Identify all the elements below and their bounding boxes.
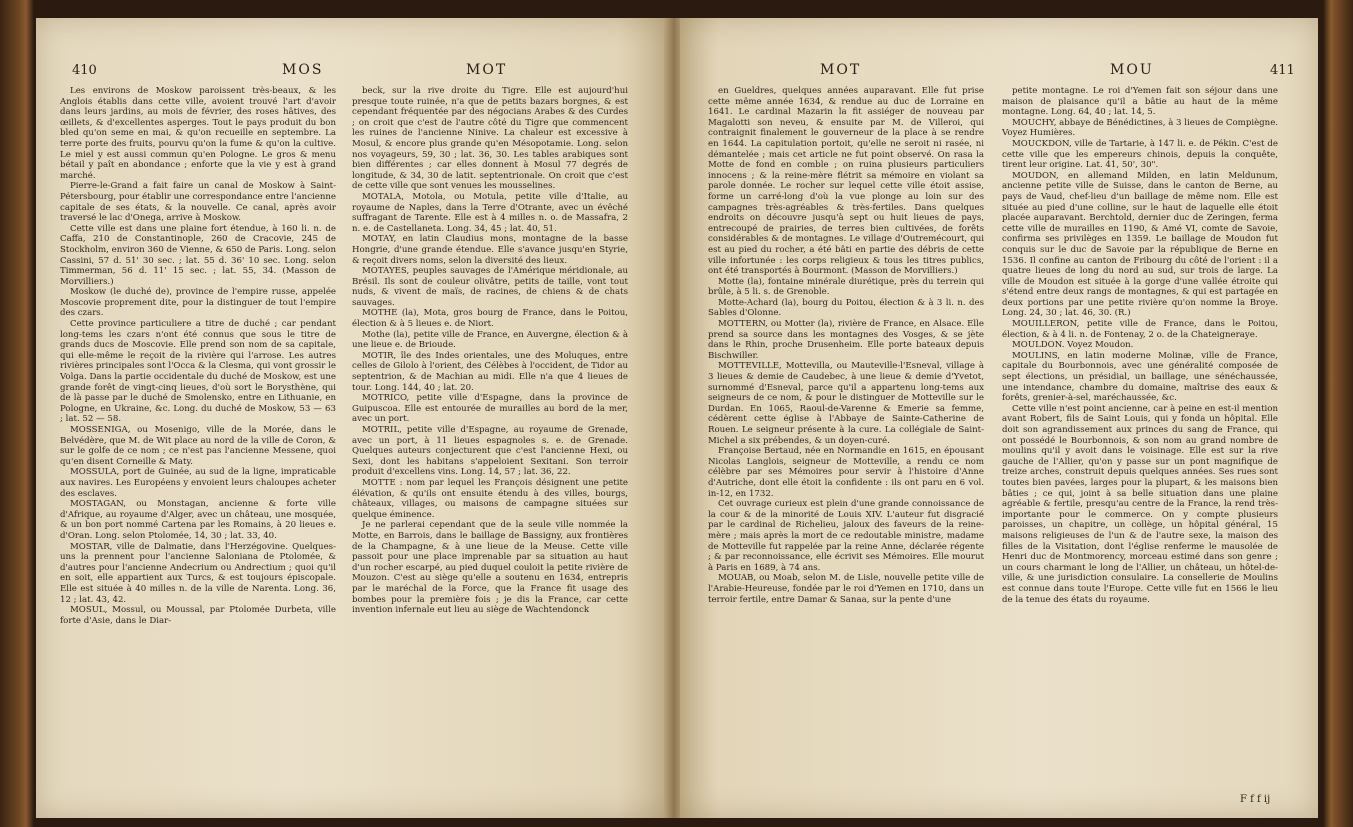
paragraph: MOUILLERON, petite ville de France, dans le Poitou, élection, & à 4 li. n. de Fontenay, 2 o. de la Chateigneraye.	[1002, 319, 1278, 340]
left-page	[36, 18, 668, 818]
page-signature: F f f ij	[1240, 794, 1271, 805]
right-running-head-right: MOU	[1110, 62, 1154, 78]
paragraph: MOUCKDON, ville de Tartarie, à 147 li. e. de Pékin. C'est de cette ville que les empereurs chinois, depuis la conquête, tirent leur origine. Lat. 41, 50', 30".	[1002, 138, 1278, 171]
paragraph: MOUAB, ou Moab, selon M. de Lisle, nouvelle petite ville de l'Arabie-Heureuse, fondée par le roi d'Yemen en 1710, dans un terroir fertile, entre Damar & Sanaa, sur la pente d'une	[708, 573, 984, 605]
paragraph: Motte (la), fontaine minérale diurétique, près du terrein qui brûle, à 5 li. s. de Grenoble.	[708, 276, 984, 298]
paragraph: MOUCHY, abbaye de Bénédictines, à 3 lieues de Compiègne. Voyez Humières.	[1002, 117, 1279, 139]
paragraph: MOTTE : nom par lequel les François désignent une petite élévation, & qu'ils ont ensuite étendu à des villes, bourgs, châteaux, villages, ou maisons de campagne situées sur quelque éminence.	[352, 477, 628, 520]
left-column-2	[352, 86, 628, 616]
paragraph: MOSUL, Mossul, ou Moussal, par Ptolomée Durbeta, ville forte d'Asie, dans le Diar-	[60, 605, 336, 626]
paragraph: MOTIR, île des Indes orientales, une des Moluques, entre celles de Gilolo à l'orient, des Célèbes à l'occident, de Tidor au septentrion, & de Machian au midi. Elle n'a que 4 lieues de tour. Long. 144, 40 ; lat. 20.	[352, 350, 628, 393]
paragraph: MOULINS, en latin moderne Molinæ, ville de France, capitale du Bourbonnois, avec une généralité composée de sept élections, un présidial, un baillage, une sénéchaussée, une intendance, chambre du domaine, maîtrise des eaux & forêts, grenier-à-sel, maréchaussée, &c.	[1002, 350, 1278, 404]
right-column-2	[1002, 86, 1278, 605]
paragraph: Je ne parlerai cependant que de la seule ville nommée la Motte, en Barrois, dans le baillage de Bassigny, aux frontières de la Champagne, & à une lieue de la Meuse. Cette ville passoit pour une place imprenable par sa situation au haut d'un rocher escarpé, au pied duquel couloit la petite rivière de Mouzon. C'est au siège qu'elle a soutenu en 1634, entrepris par le maréchal de la Force, que la France fit usage des bombes pour la première fois ; je dis la France, car cette invention infernale eut lieu au siège de Wachtendonck	[352, 520, 628, 616]
left-column-1	[60, 86, 336, 626]
paragraph: petite montagne. Le roi d'Yemen fait son séjour dans une maison de plaisance qu'il a bâtie au haut de la même montagne. Long. 64, 40 ; lat. 14, 5.	[1002, 86, 1278, 118]
right-page	[680, 18, 1318, 818]
paragraph: MOTAYES, peuples sauvages de l'Amérique méridionale, au Brésil. Ils sont de couleur olivâtre, petits de taille, vont tout nuds, & vivent de maïs, de racines, de chiens & de chats sauvages.	[352, 266, 628, 308]
paragraph: en Gueldres, quelques années auparavant. Elle fut prise cette même année 1634, & rendue au duc de Lorraine en 1641. Le cardinal Mazarin la fit assiéger de nouveau par Magalotti son neveu, & ensuite par M. de Villeroi, qui contraignit finalement le gouverneur de la place à se rendre en 1644. La capitulation portoit, qu'elle ne seroit ni rasée, ni démantelée ; mais cet article ne fut point observé. On rasa la Motte de fond en comble ; on ruina plusieurs particuliers innocens ; & la reine-mère flétrit sa mémoire en violant sa parole donnée. Le rocher sur lequel cette ville étoit assise, forme un carré-long d'où la vue plonge au loin sur des campagnes très-agréables & très-fertiles. Dans quelques endroits on découvre jusqu'à sept ou huit lieues de pays, entrecoupé de prairies, de terres bien cultivées, de forêts considérables & de montagnes. Le village d'Outremécourt, qui est au pied du rocher, a été bâti en partie des débris de cette ville infortunée : les corps religieux & tous les titres publics, ont été transportés à Bourmont. (Masson de Morvilliers.)	[708, 86, 984, 277]
paragraph: MOTALA, Motola, ou Motula, petite ville d'Italie, au royaume de Naples, dans la Terre d'Otrante, avec un évêché suffragant de Tarente. Elle est à 4 milles n. o. de Massafra, 2 n. e. de Castellaneta. Long. 34, 45 ; lat. 40, 51.	[352, 191, 628, 234]
paragraph: MOSTAGAN, ou Monstagan, ancienne & forte ville d'Afrique, au royaume d'Alger, avec un château, une mosquée, & un bon port nommé Cartena par les Romains, à 20 lieues e. d'Oran. Long. selon Ptolomée, 14, 30 ; lat. 33, 40.	[60, 499, 336, 541]
right-running-head-left: MOT	[820, 62, 862, 78]
paragraph: Cette province particuliere a titre de duché ; car pendant long-tems les czars n'ont été connus que sous le titre de grands ducs de Moscovie. Elle prend son nom de sa capitale, qui elle-même le reçoit de la rivière qui l'arrose. Les autres rivières principales sont l'Occa & la Clesma, qui vont grossir le Volga. Dans la partie occidentale du duché de Moskow, est une grande forêt de vingt-cinq lieues, d'où sort le Borysthène, qui de là passe par le duché de Smolensko, entre en Lithuanie, en Pologne, en Ukraine, &c. Long. du duché de Moskow, 53 — 63 ; lat. 52 — 58.	[60, 319, 336, 425]
paragraph: Cette ville est dans une plaine fort étendue, à 160 li. n. de Caffa, 210 de Constantinople, 260 de Cracovie, 245 de Stockholm, environ 360 de Vienne, & 650 de Paris. Long. selon Cassini, 57 d. 51' 30 sec. ; lat. 55 d. 36' 10 sec. Long. selon Timmerman, 56 d. 11' 15 sec. ; lat. 55, 34. (Masson de Morvilliers.)	[60, 223, 336, 287]
paragraph: Pierre-le-Grand a fait faire un canal de Moskow à Saint-Pétersbourg, pour établir une correspondance entre l'ancienne capitale de ses états, & la nouvelle. Ce canal, après avoir traversé le lac d'Onega, arrive à Moskow.	[60, 181, 336, 224]
paragraph: Mothe (la), petite ville de France, en Auvergne, élection & à une lieue e. de Brioude.	[352, 329, 628, 351]
paragraph: Cette ville n'est point ancienne, car à peine en est-il mention avant Robert, fils de Saint Louis, qui y fonda un hôpital. Elle doit son agrandissement aux princes du sang de France, qui ont possédé le Bourbonnois, & son nom au grand nombre de moulins qu'il y avoit dans le voisinage. Elle est sur la rive gauche de l'Allier, qu'on y passe sur un pont magnifique de treize arches, construit depuis quelques années. Ses rues sont toutes bien pavées, larges pour la plupart, & les maisons bien bâties ; ce qui, joint à sa belle situation dans une plaine agréable & fertile, presqu'au centre de la France, la rend très-importante pour le commerce. On y compte plusieurs paroisses, un chapitre, un collège, un hôpital général, 15 maisons religieuses de l'un & de l'autre sexe, la maison des filles de la Visitation, dont l'église renferme le mausolée de Henri duc de Montmorency, morceau estimé dans son genre ; un cours charmant le long de l'Allier, un château, un hôtel-de-ville, & une jurisdiction consulaire. La consellerie de Moulins est connue dans toute l'Europe. Cette ville fut en 1566 le lieu de la tenue des états du royaume.	[1002, 403, 1278, 605]
paragraph: MOTTERN, ou Motter (la), rivière de France, en Alsace. Elle prend sa source dans les montagnes des Vosges, & se jète dans le Rhin, proche Drusenheim. Elle porte bateaux depuis Bischwiller.	[708, 319, 984, 361]
left-running-head-left: MOS	[282, 62, 324, 78]
paragraph: Motte-Achard (la), bourg du Poitou, élection & à 3 li. n. des Sables d'Olonne.	[708, 297, 984, 319]
paragraph: MOUDON, en allemand Milden, en latin Meldunum, ancienne petite ville de Suisse, dans le canton de Berne, au pays de Vaud, chef-lieu d'un baillage de même nom. Elle est située au pied d'une colline, sur le haut de laquelle elle étoit placée auparavant. Berchtold, dernier duc de Zeringen, ferma cette ville de murailles en 1190, & Amé VI, comte de Savoie, confirma ses privilèges en 1359. Le baillage de Moudon fut conquis sur le duc de Savoie par la république de Berne en 1536. Il confine au canton de Fribourg du côté de l'orient : il a quatre lieues de long du nord au sud, sur trois de large. La ville de Moudon est située à la gorge d'une vallée étroite qui s'étend entre deux rangs de montagnes, & qui est partagée en deux portions par une petite rivière qu'on nomme la Broye. Long. 24, 30 ; lat. 46, 30. (R.)	[1002, 170, 1278, 319]
paragraph: MOSSENIGA, ou Mosenigo, ville de la Morée, dans le Belvédère, que M. de Wit place au nord de la ville de Coron, & sur le golfe de ce nom ; ce n'est pas l'ancienne Messene, quoi qu'en disent Corneille & Maty.	[60, 425, 336, 467]
left-page-number: 410	[72, 63, 97, 78]
paragraph: Cet ouvrage curieux est plein d'une grande connoissance de la cour & de la minorité de Louis XIV. L'auteur fut disgracié par le cardinal de Richelieu, jaloux des faveurs de la reine-mère ; mais après la mort de ce redoutable ministre, madame de Motteville fut rappelée par la reine Anne, déclarée régente ; & par reconnoissance, elle écrivit ses Mémoires. Elle mourut à Paris en 1689, à 74 ans.	[708, 499, 984, 573]
paragraph: Moskow (le duché de), province de l'empire russe, appelée Moscovie proprement dite, pour la distinguer de tout l'empire des czars.	[60, 287, 336, 319]
right-page-number: 411	[1270, 63, 1295, 78]
paragraph: MOTRIL, petite ville d'Espagne, au royaume de Grenade, avec un port, à 11 lieues espagnoles s. e. de Grenade. Quelques auteurs conjecturent que c'est l'ancienne Hexi, ou Sexi, dont les habitans s'appeloient Sexitani. Son terroir produit d'excellens vins. Long. 14, 57 ; lat. 36, 22.	[352, 425, 628, 478]
right-column-1	[708, 86, 984, 605]
paragraph: MOTHE (la), Mota, gros bourg de France, dans le Poitou, élection & à 5 lieues e. de Niort.	[352, 308, 628, 330]
paragraph: Françoise Bertaud, née en Normandie en 1615, en épousant Nicolas Langlois, seigneur de Motteville, a rendu ce nom célèbre par ses Mémoires pour servir à l'histoire d'Anne d'Autriche, dont elle étoit la confidente : ils ont paru en 6 vol. in-12, en 1732.	[708, 446, 984, 499]
paragraph: MOSSULA, port de Guinée, au sud de la ligne, impraticable aux navires. Les Européens y envoient leurs chaloupes acheter des esclaves.	[60, 467, 336, 499]
paragraph: MOSTAR, ville de Dalmatie, dans l'Herzégovine. Quelques-uns la prennent pour l'ancienne Saloniana de Ptolomée, & d'autres pour l'ancienne Andecrium ou Andrectium ; quoi qu'il en soit, elle appartient aux Turcs, & est toujours épiscopale. Elle est située à 40 milles n. de la ville de Narenta. Long. 36, 12 ; lat. 43, 42.	[60, 541, 336, 605]
paragraph: MOULDON. Voyez Moudon.	[1012, 340, 1134, 351]
left-running-head-right: MOT	[466, 62, 508, 78]
paragraph: beck, sur la rive droite du Tigre. Elle est aujourd'hui presque toute ruinée, n'a que de petits bazars borgnes, & est cependant fréquentée par des négocians Arabes & des Curdes ; on croit que c'est de l'autre côté du Tigre que commencent les ruines de l'ancienne Ninive. La chaleur est excessive à Mosul, & encore plus grande qu'en Mésopotamie. Long. selon nos voyageurs, 59, 30 ; lat. 36, 30. Les tables arabiques sont bien différentes ; car elles donnent à Mosul 77 degrés de longitude, & 34, 30 de latit. septentrionale. On croit que c'est de cette ville que sont venues les mousselines.	[352, 86, 628, 192]
paragraph: MOTRICO, petite ville d'Espagne, dans la province de Guipuscoa. Elle est entourée de murailles au bord de la mer, avec un port.	[352, 393, 628, 425]
paragraph: MOTAY, en latin Claudius mons, montagne de la basse Hongrie, d'une grande étendue. Elle s'avance jusqu'en Styrie, & reçoit divers noms, selon la diversité des lieux.	[352, 234, 628, 266]
paragraph: MOTTEVILLE, Mottevilla, ou Mauteville-l'Esneval, village à 3 lieues & demie de Caudebec, à une lieue & demie d'Yvetot, surnommé d'Esneval, parce qu'il a appartenu long-tems aux seigneurs de ce nom, & pour le distinguer de Motteville sur le Durdan. En 1065, Raoul-de-Varenne & Emerie sa femme, cédèrent cette église à l'Abbaye de Sainte-Catherine de Rouen. Le seigneur présente à la cure. La collégiale de Saint-Michel a six prébendes, & un doyen-curé.	[708, 361, 984, 446]
paragraph: Les environs de Moskow paroissent très-beaux, & les Anglois établis dans cette ville, avoient trouvé l'art d'avoir dans leurs jardins, au mois de février, des roses hâtives, des œillets, & d'excellentes asperges. Tout le pays produit du bon bled qu'on seme en mai, & qu'on recueille en septembre. La terre porte des fruits, pourvu qu'on la fume & qu'on la cultive. Le miel y est aussi commun qu'en Pologne. Le gros & menu bétail y paît en abondance ; enforte que la vie y est à grand marché.	[60, 86, 336, 181]
